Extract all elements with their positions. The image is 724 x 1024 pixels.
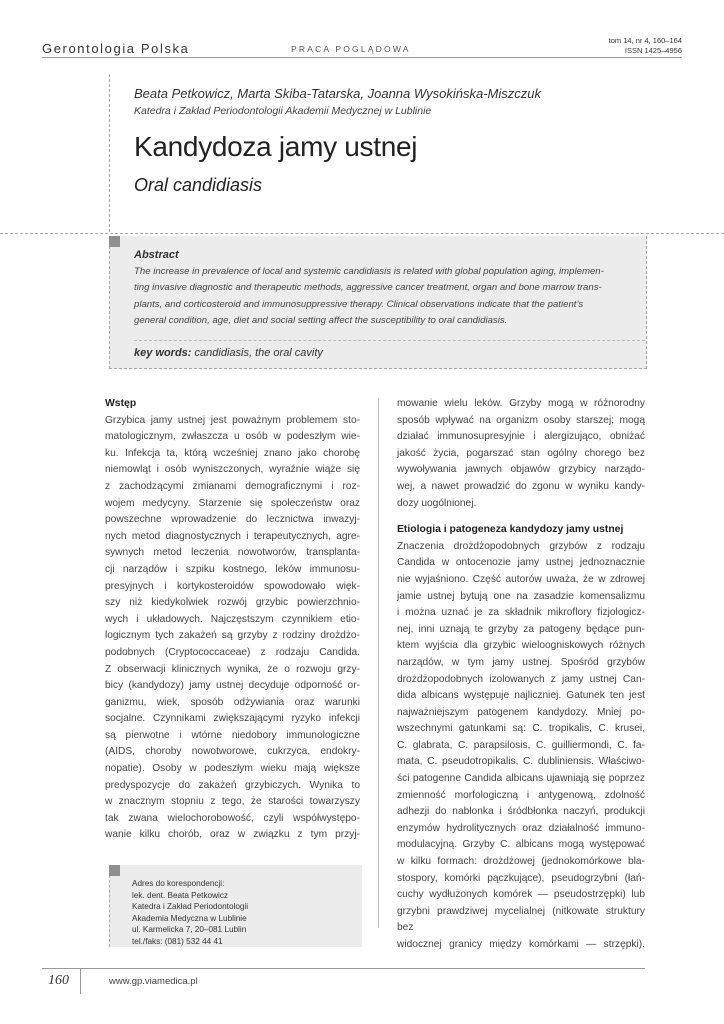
title-divider — [0, 233, 724, 234]
page-number: 160 — [48, 973, 69, 988]
correspondence-marker — [109, 865, 120, 876]
journal-url[interactable]: www.gp.viamedica.pl — [109, 976, 198, 987]
abstract-line: plants, and corticosteroid and immunosuppressive therapy. Clinical observations indicate that the patient’s — [134, 298, 584, 310]
text-line: działać immunosupresyjnie i alergizująco, obniżać — [397, 431, 645, 443]
text-line: narządów, w tym jamy ustnej. Spośród grzybów — [397, 656, 645, 668]
text-line: matologicznym, zwłaszcza u osób w podeszłym wie- — [105, 431, 360, 443]
authors: Beata Petkowicz, Marta Skiba-Tatarska, Joanna Wysokińska-Miszczuk — [134, 86, 542, 101]
issue-issn: ISSN 1425–4956 — [624, 45, 682, 55]
text-line: zmienność morfologiczną i antygenową, zdolność — [397, 789, 645, 801]
text-line: powszechne wprowadzenie do lecznictwa inwazyj- — [105, 514, 360, 526]
text-line: cuchy wydłużonych komórek — pseudostrzępki) lub — [397, 889, 645, 901]
text-line: wojem medycyny. Starzenie się społeczeństw oraz — [105, 497, 360, 509]
text-line: ktem wyjścia dla grzybic wieloogniskowych różnych — [397, 640, 645, 652]
text-line: mowanie wielu leków. Grzyby mogą w różnorodny — [397, 398, 645, 409]
text-line: wych i układowych. Najczęstszym czynnikiem etio- — [105, 613, 360, 625]
text-line: w kilku formach: drożdżowej (jednokomórkowe bla- — [397, 856, 645, 868]
text-line: Grzybica jamy ustnej jest poważnym problemem sto- — [105, 414, 360, 426]
text-line: wszechnymi gatunkami są: C. tropikalis, C. krusei, — [397, 723, 645, 735]
text-line: Z obserwacji klinicznych wynika, że o rozwoju grzy- — [105, 663, 360, 675]
title-dash-rule — [109, 74, 110, 232]
abstract-line: general condition, age, diet and social setting affect the susceptibility to oral candidiasis. — [134, 315, 508, 327]
text-line: są pierwotne i wtórne niedobory immunologiczne — [105, 729, 360, 741]
text-line: wanie kilku chorób, oraz w związku z tym przyj- — [105, 829, 360, 841]
text-line: dida albicans występuje najliczniej. Gatunek ten jest — [397, 690, 645, 702]
text-line: sposób wpływać na organizm osoby starszej; mogą — [397, 414, 645, 426]
text-line: ku. Infekcja ta, którą wcześniej znano jako chorobę — [105, 447, 360, 459]
text-line: jakość życia, pogarszać stan ogólny chorego bez — [397, 447, 645, 459]
section-heading-etiology: Etiologia i patogeneza kandydozy jamy ustnej — [397, 524, 624, 536]
right-column-intro — [397, 396, 645, 512]
left-column — [105, 396, 360, 844]
text-line: wywoływania jawnych objawów grzybicy narządo- — [397, 464, 645, 476]
correspondence-line: Adres do korespondencji: — [132, 879, 225, 888]
text-line: ści patogenne Candida albicans ujawniają się poprzez — [397, 773, 645, 785]
keywords — [134, 347, 323, 359]
text-line: (AIDS, choroby nowotworowe, cukrzyca, endokry- — [105, 746, 360, 758]
issue-volume: tom 14, nr 4, 160–164 — [608, 36, 682, 45]
correspondence-line: Akademia Medyczna w Lublinie — [132, 913, 247, 923]
text-line: z zachodzącymi zmianami demograficznymi i roz- — [105, 480, 360, 492]
text-line: grzybni prawdziwej mycelialnej (nitkowate struktury bez — [397, 905, 645, 934]
text-line: nej, inni uznają te grzyby za patogeny będące pun- — [397, 623, 645, 635]
text-line: ganizmu, wiek, sposób odżywiania oraz warunki — [105, 696, 360, 708]
text-line: nie wyjaśniono. Część autorów uważa, że w zdrowej — [397, 573, 645, 585]
abstract-text — [134, 264, 636, 330]
text-line: i można uznać je za składnik mikroflory fizjologicz- — [397, 607, 645, 619]
text-line: bicy (kandydozy) jamy ustnej decyduje odporność or- — [105, 680, 360, 692]
text-line: mata, C. pseudotropikalis, C. dubliniensis. Właściwo- — [397, 756, 645, 768]
correspondence-line: tel./faks: (081) 532 44 41 — [132, 936, 223, 946]
text-line: najważniejszym patogenem kandydozy. Mniej po- — [397, 706, 645, 718]
correspondence-address — [132, 878, 248, 948]
text-line: tak zwana wielochorobowość, czyli współwystępo- — [105, 812, 360, 824]
text-line: enzymów hydrolitycznych oraz działalność immuno- — [397, 822, 645, 834]
text-line: nych metod diagnostycznych i terapeutycznych, agre- — [105, 530, 360, 542]
text-line: cji narządów i szpiku kostnego, leków immunosu- — [105, 563, 360, 575]
text-line: Znaczenia drożdżopodobnych grzybów z rodzaju — [397, 540, 645, 552]
section-heading-intro: Wstęp — [105, 398, 137, 409]
article-title: Kandydoza jamy ustnej — [134, 131, 418, 162]
text-line: dozy uogólnionej. — [397, 497, 477, 509]
right-column-body — [397, 539, 645, 954]
text-line: socjalne. Czynnikami zwiększającymi ryzyko infekcji — [105, 713, 360, 725]
header-divider — [42, 57, 682, 58]
article-subtitle: Oral candidiasis — [134, 175, 263, 195]
text-line: stospory, komórki pączkujące), pseudogrzybni (łań- — [397, 872, 645, 884]
text-line: logicznym tych zakażeń są grzyby z rodziny drożdżo- — [105, 630, 360, 642]
journal-name: Gerontologia Polska — [42, 41, 190, 56]
footer-divider — [42, 968, 645, 969]
text-line: widocznej granicy między komórkami — strzępki). — [397, 939, 645, 950]
text-line: w znacznym stopniu z tego, że starości towarzyszy — [105, 796, 360, 808]
correspondence-line: ul. Karmelicka 7, 20–081 Lublin — [132, 925, 247, 935]
text-line: modulacyjną. Grzyby C. albicans mogą występować — [397, 839, 645, 851]
left-column-body — [105, 413, 360, 844]
abstract-line: The increase in prevalence of local and systemic candidiasis is related with global population aging, implemen- — [134, 266, 604, 277]
text-line: sywnych metod leczenia nowotworów, transplanta- — [105, 547, 360, 559]
text-line: niemowląt i osób wyniszczonych, wyraźnie wiąże się — [105, 464, 360, 476]
issue-info — [609, 36, 682, 55]
correspondence-line: Katedra i Zakład Periodontologii — [132, 902, 249, 912]
abstract-heading: Abstract — [134, 249, 179, 261]
affiliation: Katedra i Zakład Periodontologii Akademii Medycznej w Lublinie — [134, 105, 432, 117]
abstract-marker — [109, 236, 120, 247]
keywords-value: candidiasis, the oral cavity — [194, 347, 323, 359]
text-line: nopatie). Osoby w podeszłym wieku mają większe — [105, 763, 360, 775]
text-line: C. glabrata, C. parapsilosis, C. guilliermondi, C. fa- — [397, 739, 645, 751]
text-line: wej, a nawet prowadzić do zgonu w wyniku kandy- — [397, 480, 645, 492]
text-line: szy niż kiedykolwiek rozwój grzybic powierzchnio- — [105, 597, 360, 609]
text-line: jamie ustnej bytują one na zasadzie komensalizmu — [397, 590, 645, 602]
section-label: PRACA POGLĄDOWA — [291, 44, 411, 54]
correspondence-line: lek. dent. Beata Petkowicz — [132, 890, 229, 900]
keywords-label: key words: — [134, 347, 192, 359]
text-line: presyjnych i kortykosteroidów spowodowało więk- — [105, 580, 360, 592]
text-line: adhezji do nabłonka i śródbłonka naczyń, produkcji — [397, 806, 645, 818]
abstract-line: ting invasive diagnostic and therapeutic methods, aggressive cancer treatment, organ and bone marrow trans- — [134, 282, 602, 294]
text-line: Candida w ontocenozie jamy ustnej jednoznacznie — [397, 557, 645, 569]
right-column — [397, 396, 645, 954]
text-line: podobnych (Cryptococcaceae) z rodzaju Candida. — [105, 646, 360, 658]
column-divider — [378, 398, 379, 928]
text-line: drożdżopodobnych izolowanych z jamy ustnej Can- — [397, 673, 645, 685]
abstract-divider — [134, 340, 645, 341]
footer-vertical-rule — [80, 968, 81, 994]
text-line: predyspozycje do zakażeń grzybiczych. Wynika to — [105, 779, 360, 791]
